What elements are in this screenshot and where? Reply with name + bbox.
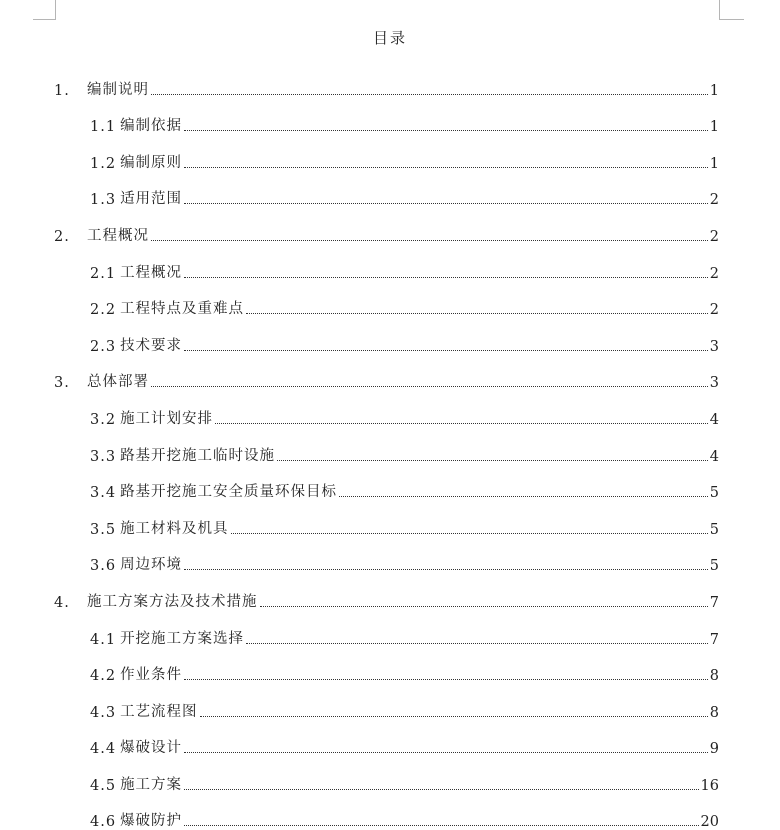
toc-entry-page-number: 8 <box>709 704 719 721</box>
toc-entry-label: 路基开挖施工临时设施 <box>120 447 276 464</box>
toc-entry-page-number: 2 <box>709 228 719 245</box>
toc-entry-number: 3.3 <box>90 448 117 465</box>
toc-entry[interactable] <box>54 501 719 538</box>
toc-entry-number: 4.2 <box>90 668 117 685</box>
toc-entry[interactable] <box>54 574 719 611</box>
toc-entry-number: 2. <box>54 228 70 245</box>
toc-entry-number: 4.5 <box>90 777 117 794</box>
toc-entry-label: 施工方案 <box>120 776 183 793</box>
toc-entry[interactable] <box>54 355 719 392</box>
table-of-contents <box>54 62 719 830</box>
toc-entry-label: 开挖施工方案选择 <box>120 630 245 647</box>
toc-entry-label: 施工计划安排 <box>120 410 214 427</box>
toc-entry-number: 1.1 <box>90 119 117 136</box>
toc-title: 目录 <box>372 29 407 47</box>
toc-entry-page-number: 5 <box>709 558 719 575</box>
toc-entry[interactable] <box>54 99 719 136</box>
toc-entry-page-number: 1 <box>709 155 719 172</box>
toc-dot-leader <box>200 715 708 717</box>
toc-dot-leader <box>260 605 708 607</box>
toc-entry-label: 施工方案方法及技术措施 <box>87 593 258 610</box>
toc-dot-leader <box>184 751 708 753</box>
toc-dot-leader <box>184 202 708 204</box>
toc-entry-number: 2.1 <box>90 265 117 282</box>
toc-entry-label: 工艺流程图 <box>120 703 198 720</box>
toc-entry-number: 3.2 <box>90 411 117 428</box>
toc-entry-label: 编制依据 <box>120 118 183 135</box>
toc-entry-page-number: 20 <box>700 814 719 830</box>
toc-entry[interactable] <box>54 245 719 282</box>
toc-entry-number: 3.6 <box>90 558 117 575</box>
toc-entry-number: 2.2 <box>90 302 117 319</box>
toc-entry-page-number: 7 <box>709 594 719 611</box>
toc-entry-label: 总体部署 <box>87 374 149 391</box>
toc-entry-label: 作业条件 <box>120 667 183 684</box>
toc-entry-number: 1. <box>54 82 70 99</box>
toc-entry-page-number: 2 <box>709 302 719 319</box>
toc-entry[interactable] <box>54 794 719 830</box>
toc-entry-page-number: 1 <box>709 82 719 99</box>
toc-entry-page-number: 2 <box>709 192 719 209</box>
toc-dot-leader <box>184 788 698 790</box>
toc-dot-leader <box>231 532 708 534</box>
toc-entry-number: 3.4 <box>90 485 117 502</box>
toc-entry-page-number: 5 <box>709 521 719 538</box>
toc-entry-number: 4. <box>54 594 70 611</box>
toc-dot-leader <box>184 568 708 570</box>
toc-entry[interactable] <box>54 208 719 245</box>
toc-entry[interactable] <box>54 757 719 794</box>
toc-entry-number: 4.3 <box>90 704 117 721</box>
toc-entry-label: 爆破防护 <box>120 813 183 830</box>
crop-mark-right-vertical <box>719 0 720 20</box>
toc-dot-leader <box>151 385 708 387</box>
toc-entry[interactable] <box>54 135 719 172</box>
toc-entry-page-number: 5 <box>709 485 719 502</box>
toc-entry-page-number: 9 <box>709 741 719 758</box>
toc-entry-label: 工程特点及重难点 <box>120 301 245 318</box>
toc-dot-leader <box>339 495 708 497</box>
toc-dot-leader <box>246 312 708 314</box>
toc-entry-page-number: 2 <box>709 265 719 282</box>
toc-entry-page-number: 4 <box>709 448 719 465</box>
toc-dot-leader <box>184 678 708 680</box>
crop-mark-left-vertical <box>55 0 56 20</box>
toc-entry[interactable] <box>54 538 719 575</box>
toc-entry-label: 路基开挖施工安全质量环保目标 <box>120 484 338 501</box>
toc-entry[interactable] <box>54 282 719 319</box>
toc-entry[interactable] <box>54 648 719 685</box>
toc-entry-number: 4.1 <box>90 631 117 648</box>
toc-dot-leader <box>215 422 708 424</box>
toc-entry[interactable] <box>54 611 719 648</box>
toc-entry-label: 技术要求 <box>120 337 183 354</box>
toc-entry[interactable] <box>54 391 719 428</box>
toc-entry-page-number: 8 <box>709 668 719 685</box>
toc-entry-label: 工程概况 <box>120 264 183 281</box>
toc-entry-page-number: 3 <box>709 338 719 355</box>
toc-entry-number: 1.2 <box>90 155 117 172</box>
toc-entry-number: 4.4 <box>90 741 117 758</box>
toc-entry-page-number: 7 <box>709 631 719 648</box>
toc-entry-label: 工程概况 <box>87 227 149 244</box>
toc-dot-leader <box>277 459 708 461</box>
toc-entry-page-number: 1 <box>709 119 719 136</box>
toc-entry[interactable] <box>54 684 719 721</box>
toc-entry-label: 施工材料及机具 <box>120 520 229 537</box>
toc-dot-leader <box>184 129 708 131</box>
toc-entry[interactable] <box>54 428 719 465</box>
crop-mark-right-horizontal <box>720 19 744 20</box>
toc-entry-label: 适用范围 <box>120 191 183 208</box>
toc-dot-leader <box>151 93 708 95</box>
toc-entry-label: 爆破设计 <box>120 740 183 757</box>
toc-entry-number: 1.3 <box>90 192 117 209</box>
toc-entry[interactable] <box>54 318 719 355</box>
crop-mark-left-horizontal <box>33 19 55 20</box>
toc-entry-page-number: 4 <box>709 411 719 428</box>
toc-dot-leader <box>184 349 708 351</box>
toc-entry-number: 3.5 <box>90 521 117 538</box>
toc-dot-leader <box>184 166 708 168</box>
toc-entry-number: 3. <box>54 375 70 392</box>
toc-entry[interactable] <box>54 172 719 209</box>
toc-dot-leader <box>246 642 708 644</box>
toc-entry[interactable] <box>54 465 719 502</box>
toc-entry[interactable] <box>54 721 719 758</box>
toc-entry-label: 编制原则 <box>120 154 183 171</box>
toc-entry-label: 编制说明 <box>87 81 149 98</box>
toc-dot-leader <box>151 239 708 241</box>
toc-dot-leader <box>184 824 698 826</box>
toc-entry-page-number: 16 <box>700 777 719 794</box>
toc-entry-number: 4.6 <box>90 814 117 830</box>
toc-entry-number: 2.3 <box>90 338 117 355</box>
toc-dot-leader <box>184 276 708 278</box>
toc-entry[interactable] <box>54 62 719 99</box>
toc-entry-page-number: 3 <box>709 375 719 392</box>
toc-entry-label: 周边环境 <box>120 557 183 574</box>
